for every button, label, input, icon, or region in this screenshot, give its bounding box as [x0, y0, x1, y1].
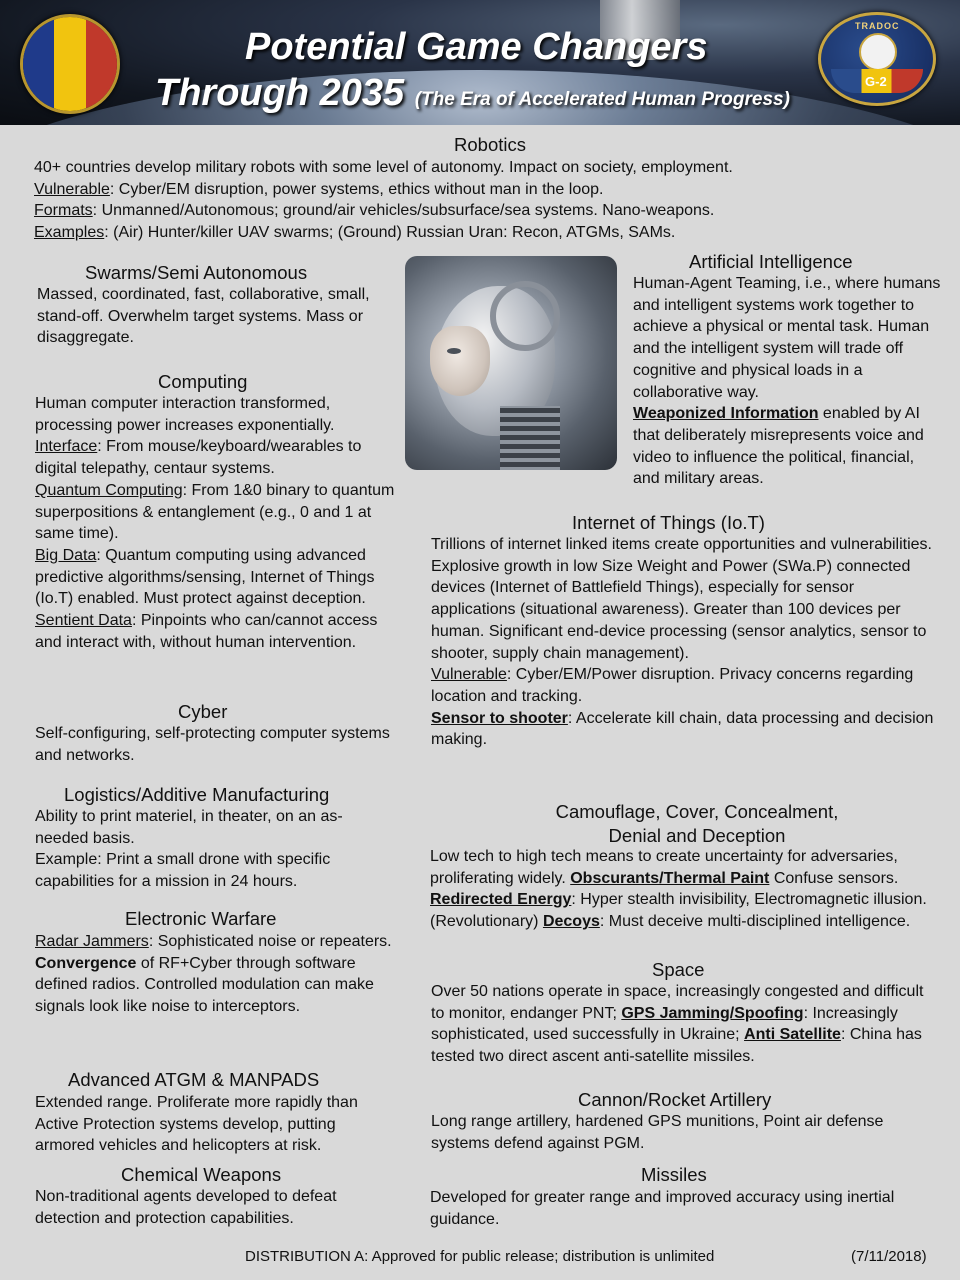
header-banner — [0, 0, 960, 125]
robotics-heading: Robotics — [454, 134, 526, 155]
chemical-text: Non-traditional agents developed to defeat detection and protection capabilities. — [35, 1188, 337, 1227]
computing-heading: Computing — [158, 371, 248, 392]
cannon-text: Long range artillery, hardened GPS munitions, Point air defense systems defend against PGM. — [431, 1113, 884, 1152]
robot-neck — [500, 406, 560, 470]
ai-body: Human-Agent Teaming, i.e., where humans and intelligent systems work together to achieve a physical or mental task. Human and the intelligent system will trade off cognitive and physical loads in a collaborative way. Weaponized Information enabled by AI that deliberately misrepresents voice and video to influence the political, financial, and military areas. — [633, 275, 941, 488]
swarms-text: Massed, coordinated, fast, collaborative, small, stand-off. Overwhelm target systems. Mass or disaggregate. — [37, 286, 370, 347]
iot-body: Trillions of internet linked items create opportunities and vulnerabilities. Explosive growth in low Size Weight and Power (SWa.P) connected devices (Internet of Battlefield Things), especially for sensor applications (situational awareness). Greater than 100 devices per human. Significant end-device processing (sensor analytics, sensor to shooter, supply chain management). Vulnerable: Cyber/EM/Power disruption. Privacy concerns regarding location and tracking. Sensor to shooter: Accelerate kill chain, data processing and decision making. — [431, 536, 934, 749]
cyber-text: Self-configuring, self-protecting computer systems and networks. — [35, 725, 390, 764]
space-heading: Space — [652, 959, 705, 980]
robot-eye — [447, 348, 461, 354]
title-line2 — [155, 72, 790, 115]
title-line2-text: Through 2035 — [155, 72, 405, 114]
logistics-heading: Logistics/Additive Manufacturing — [64, 784, 330, 805]
atgm-heading: Advanced ATGM & MANPADS — [68, 1069, 320, 1090]
distribution-statement: DISTRIBUTION A: Approved for public release; distribution is unlimited — [245, 1248, 715, 1265]
robotics-formats: Formats: Unmanned/Autonomous; ground/air vehicles/subsurface/sea systems. Nano-weapons. — [34, 202, 715, 220]
swarms-heading: Swarms/Semi Autonomous — [85, 262, 308, 283]
robot-image — [405, 256, 617, 470]
robotics-examples: Examples: (Air) Hunter/killer UAV swarms; (Ground) Russian Uran: Recon, ATGMs, SAMs. — [34, 224, 676, 242]
subtitle: (The Era of Accelerated Human Progress) — [414, 89, 790, 110]
ccd-heading: Camouflage, Cover, Concealment, Denial and Deception — [555, 801, 839, 846]
space-body: Over 50 nations operate in space, increasingly congested and difficult to monitor, endanger PNT; GPS Jamming/Spoofing: Increasingly sophisticated, used successfully in Ukraine; Anti Satellite: China has tested two direct ascent anti-satellite missiles. — [431, 983, 924, 1066]
ew-body: Radar Jammers: Sophisticated noise or repeaters. Convergence of RF+Cyber through software defined radios. Controlled modulation can make signals look like noise to interceptors. — [35, 933, 392, 1016]
ew-heading: Electronic Warfare — [125, 908, 277, 929]
atgm-text: Extended range. Proliferate more rapidly than Active Protection systems develop, putting armored vehicles and helicopters at risk. — [35, 1094, 358, 1155]
computing-body: Human computer interaction transformed, processing power increases exponentially. Interface: From mouse/keyboard/wearables to digital telepathy, centaur systems. Quantum Computing: From 1&0 binary to quantum superpositions & entanglement (e.g., 0 and 1 at same time). Big Data: Quantum computing using advanced predictive algorithms/sensing, Internet of Things (Io.T) enabled. Must protect against deception. Sentient Data: Pinpoints who can/cannot access and interact with, without human intervention. — [35, 395, 395, 651]
robot-ear-ring — [490, 281, 560, 351]
robotics-body — [34, 157, 934, 244]
tradoc-g2-logo — [818, 12, 936, 106]
left-flag-logo — [20, 14, 120, 114]
missiles-text: Developed for greater range and improved accuracy using inertial guidance. — [430, 1189, 895, 1228]
ai-heading: Artificial Intelligence — [689, 251, 853, 272]
title-line1: Potential Game Changers — [245, 26, 708, 68]
logo-emblem — [859, 33, 897, 71]
robotics-vulnerable: Vulnerable: Cyber/EM disruption, power systems, ethics without man in the loop. — [34, 180, 604, 198]
ccd-body: Low tech to high tech means to create uncertainty for adversaries, proliferating widely. Obscurants/Thermal Paint Confuse sensors. Redirected Energy: Hyper stealth invisibility, Electromagnetic illusion. (Revolutionary) Decoys: Must deceive multi-disciplined intelligence. — [430, 848, 927, 931]
cyber-heading: Cyber — [178, 701, 228, 722]
logo-bottom-text: G-2 — [865, 74, 887, 89]
missiles-heading: Missiles — [641, 1164, 707, 1185]
robot-face — [430, 326, 490, 396]
logistics-body: Ability to print materiel, in theater, on an as-needed basis. Example: Print a small drone with specific capabilities for a mission in 24 hours. — [35, 808, 343, 891]
iot-heading: Internet of Things (Io.T) — [572, 512, 765, 533]
document-date: (7/11/2018) — [851, 1248, 927, 1265]
logo-top-text: TRADOC — [855, 21, 900, 31]
robotics-line1: 40+ countries develop military robots with some level of autonomy. Impact on society, employment. — [34, 159, 733, 176]
chemical-heading: Chemical Weapons — [121, 1164, 282, 1185]
cannon-heading: Cannon/Rocket Artillery — [578, 1089, 772, 1110]
